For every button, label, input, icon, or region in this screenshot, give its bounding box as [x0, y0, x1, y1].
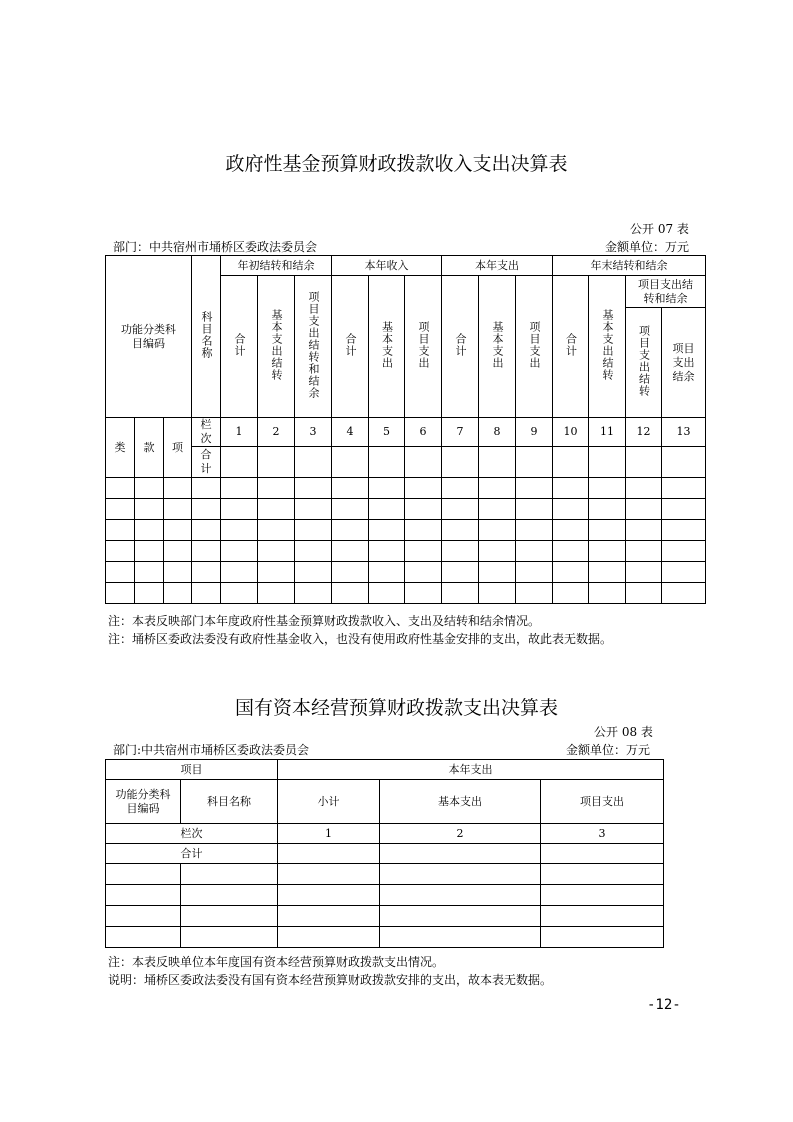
col-num: 5	[369, 418, 405, 447]
header-subject-name: 科目名称	[192, 256, 221, 418]
row-lanci-label: 栏次	[106, 824, 278, 844]
header-function-code: 功能分类科目编码	[106, 256, 192, 418]
table08-code: 公开 08 表	[594, 725, 653, 739]
col-income-basic: 基本支出	[369, 276, 405, 418]
header-opening-balance: 年初结转和结余	[221, 256, 332, 276]
table-row	[106, 478, 706, 499]
col-num: 8	[479, 418, 516, 447]
col-closing-project-carry: 项目支出结转	[626, 308, 662, 418]
header-project-expense: 项目支出	[541, 780, 664, 824]
header-subject-name: 科目名称	[181, 780, 278, 824]
header-function-code: 功能分类科目编码	[106, 780, 181, 824]
table07-code: 公开 07 表	[630, 222, 689, 236]
col-income-project: 项目支出	[405, 276, 442, 418]
table08-note-2: 说明：埇桥区委政法委没有国有资本经营预算财政拨款安排的支出，故本表无数据。	[108, 973, 553, 987]
col-num: 1	[221, 418, 258, 447]
table07-note-2: 注：埇桥区委政法委没有政府性基金收入，也没有使用政府性基金安排的支出，故此表无数据。	[108, 632, 613, 646]
table-row	[106, 520, 706, 541]
col-num: 9	[516, 418, 553, 447]
table-row	[106, 906, 664, 927]
row-total-label: 合计	[106, 844, 278, 864]
col-num: 6	[405, 418, 442, 447]
table07	[105, 255, 706, 604]
table-row-total	[106, 447, 706, 478]
header-subtotal: 小计	[278, 780, 380, 824]
col-num: 2	[380, 824, 541, 844]
col-num: 4	[332, 418, 369, 447]
header-kuan: 款	[135, 418, 164, 478]
col-opening-total: 合计	[221, 276, 258, 418]
table-row	[106, 499, 706, 520]
col-expense-basic: 基本支出	[479, 276, 516, 418]
table08-department: 部门:中共宿州市埇桥区委政法委员会	[113, 743, 310, 757]
header-lei: 类	[106, 418, 135, 478]
col-num: 11	[589, 418, 626, 447]
table08-title: 国有资本经营预算财政拨款支出决算表	[234, 697, 558, 719]
col-opening-basic: 基本支出结转	[258, 276, 295, 418]
table-row	[106, 864, 664, 885]
table08-note-1: 注：本表反映单位本年度国有资本经营预算财政拨款支出情况。	[108, 955, 445, 969]
table-row-total	[106, 844, 664, 864]
col-num: 7	[442, 418, 479, 447]
header-basic-expense: 基本支出	[380, 780, 541, 824]
col-closing-project-surplus: 项目支出结余	[662, 308, 706, 418]
row-total-label: 合计	[192, 447, 221, 478]
col-num: 3	[295, 418, 332, 447]
table-row	[106, 885, 664, 906]
header-year-income: 本年收入	[332, 256, 442, 276]
table08	[105, 759, 664, 948]
col-expense-project: 项目支出	[516, 276, 553, 418]
col-expense-total: 合计	[442, 276, 479, 418]
table07-department: 部门：中共宿州市埇桥区委政法委员会	[113, 240, 318, 254]
table-row	[106, 927, 664, 948]
table07-title: 政府性基金预算财政拨款收入支出决算表	[225, 153, 568, 175]
page-number: -12-	[647, 997, 681, 1013]
col-closing-total: 合计	[553, 276, 589, 418]
col-num: 12	[626, 418, 662, 447]
col-opening-project: 项目支出结转和结余	[295, 276, 332, 418]
row-lanci-label: 栏次	[192, 418, 221, 447]
col-closing-basic: 基本支出结转	[589, 276, 626, 418]
header-xiang: 项	[164, 418, 192, 478]
header-closing-project: 项目支出结转和结余	[626, 276, 706, 308]
header-item: 项目	[106, 760, 278, 780]
col-num: 2	[258, 418, 295, 447]
header-closing-balance: 年末结转和结余	[553, 256, 706, 276]
table-row	[106, 583, 706, 604]
col-income-total: 合计	[332, 276, 369, 418]
table07-note-1: 注：本表反映部门本年度政府性基金预算财政拨款收入、支出及结转和结余情况。	[108, 614, 541, 628]
header-year-expense: 本年支出	[442, 256, 553, 276]
col-num: 3	[541, 824, 664, 844]
header-year-expense: 本年支出	[278, 760, 664, 780]
col-num: 13	[662, 418, 706, 447]
table08-unit: 金额单位：万元	[566, 743, 651, 757]
table-row	[106, 562, 706, 583]
col-num: 1	[278, 824, 380, 844]
col-num: 10	[553, 418, 589, 447]
table07-unit: 金额单位：万元	[605, 240, 690, 254]
table-row	[106, 541, 706, 562]
